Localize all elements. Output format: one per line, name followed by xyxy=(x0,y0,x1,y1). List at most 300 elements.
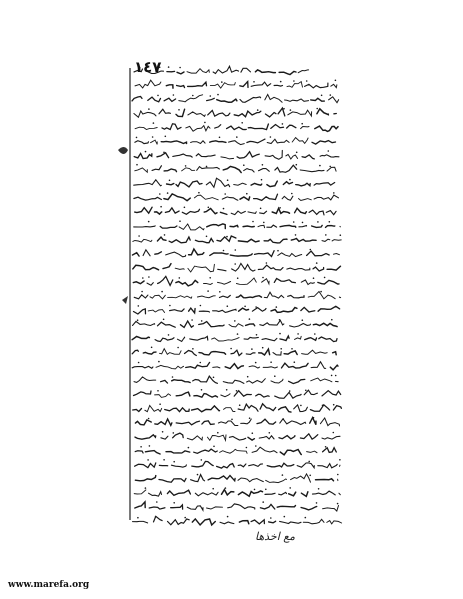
script-word xyxy=(238,464,246,467)
script-word xyxy=(279,492,287,495)
script-word xyxy=(187,506,203,510)
script-word xyxy=(135,435,156,439)
script-word xyxy=(212,338,240,341)
script-word xyxy=(224,408,236,412)
script-word xyxy=(241,68,251,72)
script-word xyxy=(322,239,330,241)
diacritic-dot xyxy=(333,432,335,434)
script-word xyxy=(327,266,340,270)
script-word xyxy=(236,295,261,298)
diacritic-dot xyxy=(148,276,150,278)
diacritic-dot xyxy=(212,488,214,490)
script-word xyxy=(155,419,172,425)
script-word xyxy=(323,448,337,453)
script-word xyxy=(287,268,310,270)
script-word xyxy=(135,463,156,468)
diacritic-dot xyxy=(331,375,333,377)
diacritic-dot xyxy=(296,152,298,154)
diacritic-dot xyxy=(302,222,304,224)
script-word xyxy=(195,239,213,243)
script-word xyxy=(244,337,258,339)
script-word xyxy=(277,506,295,508)
diacritic-dot xyxy=(169,305,171,307)
script-word xyxy=(301,280,314,285)
script-word xyxy=(273,352,281,355)
script-word xyxy=(199,352,226,355)
script-word xyxy=(331,84,337,87)
diacritic-dot xyxy=(138,362,140,364)
diacritic-dot xyxy=(237,277,239,279)
diacritic-dot xyxy=(260,208,262,210)
script-word xyxy=(166,85,173,88)
diacritic-dot xyxy=(213,446,215,448)
script-word xyxy=(236,278,256,284)
script-word xyxy=(134,391,152,396)
script-word xyxy=(310,418,316,425)
script-word xyxy=(215,125,221,128)
script-word xyxy=(197,167,220,171)
script-word xyxy=(135,207,152,213)
script-word xyxy=(263,367,277,368)
diacritic-dot xyxy=(266,262,268,264)
script-word xyxy=(258,225,265,227)
diacritic-dot xyxy=(262,501,264,503)
script-word xyxy=(327,167,336,171)
script-word xyxy=(199,311,209,312)
script-word xyxy=(271,308,297,313)
script-word xyxy=(160,226,177,228)
script-word xyxy=(265,95,282,103)
script-word xyxy=(251,520,264,524)
script-word xyxy=(289,379,305,383)
script-word xyxy=(191,475,205,482)
script-word xyxy=(207,435,226,440)
script-word xyxy=(177,72,184,74)
script-word xyxy=(213,66,238,73)
script-word xyxy=(275,165,297,172)
script-word xyxy=(266,479,287,483)
script-word xyxy=(240,197,250,200)
script-word xyxy=(133,239,152,242)
script-word xyxy=(286,154,298,159)
script-word xyxy=(279,436,295,439)
diacritic-dot xyxy=(316,502,318,504)
diacritic-dot xyxy=(223,208,225,210)
script-word xyxy=(186,362,210,368)
diacritic-dot xyxy=(227,516,229,518)
script-word xyxy=(238,239,259,242)
diacritic-dot xyxy=(280,348,282,350)
script-word xyxy=(192,461,213,466)
script-word xyxy=(145,451,160,454)
script-word xyxy=(287,125,296,128)
script-word xyxy=(274,279,295,283)
diacritic-dot xyxy=(317,221,319,223)
script-word xyxy=(260,504,274,509)
script-word xyxy=(265,493,275,494)
diacritic-dot xyxy=(255,306,257,308)
diacritic-dot xyxy=(173,432,175,434)
script-word xyxy=(307,451,317,453)
diacritic-dot xyxy=(192,348,194,350)
script-word xyxy=(135,420,151,425)
diacritic-dot xyxy=(262,277,264,279)
script-word xyxy=(135,502,145,508)
script-word xyxy=(204,283,213,284)
script-word xyxy=(299,199,312,201)
script-word xyxy=(165,408,190,412)
script-word xyxy=(272,208,289,213)
diacritic-dot xyxy=(236,390,238,392)
script-word xyxy=(173,433,184,438)
script-word xyxy=(243,226,254,227)
script-word xyxy=(206,178,229,187)
script-word xyxy=(168,519,190,525)
script-word xyxy=(255,251,275,257)
script-word xyxy=(267,225,277,227)
script-word xyxy=(313,267,324,271)
diacritic-dot xyxy=(157,95,159,97)
diacritic-dot xyxy=(289,390,291,392)
script-word xyxy=(329,97,339,103)
diacritic-dot xyxy=(252,221,254,223)
diacritic-dot xyxy=(148,221,150,223)
script-word xyxy=(238,478,263,482)
script-word xyxy=(280,336,289,340)
script-word xyxy=(247,139,265,143)
diacritic-dot xyxy=(324,277,326,279)
script-word xyxy=(134,197,162,200)
script-word xyxy=(322,436,340,439)
diacritic-dot xyxy=(207,290,209,292)
script-word xyxy=(319,337,337,342)
diacritic-dot xyxy=(163,459,165,461)
script-word xyxy=(134,111,156,117)
script-word xyxy=(300,170,324,172)
script-word xyxy=(163,264,171,269)
script-word xyxy=(187,69,209,73)
script-word xyxy=(220,295,231,297)
diacritic-dot xyxy=(270,517,272,519)
script-word xyxy=(134,295,148,299)
diacritic-dot xyxy=(276,306,278,308)
script-word xyxy=(180,321,193,327)
script-word xyxy=(182,168,195,171)
diacritic-dot xyxy=(227,179,229,181)
script-word xyxy=(218,269,226,271)
catchword: مع اخذها xyxy=(255,530,296,543)
diacritic-dot xyxy=(219,291,221,293)
script-word xyxy=(188,112,205,116)
script-word xyxy=(256,394,270,397)
script-word xyxy=(339,297,340,298)
script-word xyxy=(280,521,301,523)
script-word xyxy=(194,195,218,200)
diacritic-dot xyxy=(329,221,331,223)
script-word xyxy=(133,409,142,412)
diacritic-dot xyxy=(210,95,212,97)
script-word xyxy=(239,308,249,311)
script-word xyxy=(156,365,184,369)
diacritic-dot xyxy=(320,362,322,364)
script-word xyxy=(132,350,138,354)
diacritic-dot xyxy=(226,389,228,391)
script-word xyxy=(248,124,268,130)
script-word xyxy=(259,169,270,172)
script-word xyxy=(160,349,182,355)
script-word xyxy=(262,279,270,284)
script-word xyxy=(192,406,220,412)
script-word xyxy=(274,85,282,86)
diacritic-dot xyxy=(305,390,307,392)
script-word xyxy=(161,436,168,439)
diacritic-dot xyxy=(306,80,308,82)
script-word xyxy=(246,324,255,326)
script-word xyxy=(283,182,292,185)
script-word xyxy=(311,98,325,101)
script-word xyxy=(312,225,323,227)
script-word xyxy=(303,519,324,524)
script-word xyxy=(291,239,316,242)
script-word xyxy=(240,97,261,102)
script-word xyxy=(134,180,162,186)
diacritic-dot xyxy=(269,432,271,434)
script-word xyxy=(251,183,262,185)
script-word xyxy=(330,365,338,370)
script-word xyxy=(157,153,169,158)
diacritic-dot xyxy=(206,166,208,168)
script-word xyxy=(327,521,342,524)
script-word xyxy=(157,237,166,241)
diacritic-dot xyxy=(169,180,171,182)
diacritic-dot xyxy=(152,136,154,138)
diacritic-dot xyxy=(279,207,281,209)
text-lines xyxy=(132,66,342,525)
script-word xyxy=(207,224,226,229)
script-word xyxy=(333,352,337,355)
script-word xyxy=(208,110,230,116)
script-word xyxy=(320,155,339,157)
diacritic-dot xyxy=(247,81,249,83)
diacritic-dot xyxy=(224,193,226,195)
script-word xyxy=(158,322,176,327)
script-word xyxy=(161,141,186,144)
diacritic-dot xyxy=(151,347,153,349)
diacritic-dot xyxy=(296,164,298,166)
diacritic-dot xyxy=(237,333,239,335)
marginal-mark xyxy=(122,296,128,304)
script-word xyxy=(135,451,143,453)
script-word xyxy=(208,476,235,481)
script-word xyxy=(282,363,309,368)
script-word xyxy=(164,98,176,101)
diacritic-dot xyxy=(283,108,285,110)
diacritic-dot xyxy=(219,137,221,139)
script-word xyxy=(316,479,334,481)
script-word xyxy=(318,306,340,311)
script-word xyxy=(252,447,277,453)
diacritic-dot xyxy=(201,389,203,391)
script-word xyxy=(221,157,234,159)
script-word xyxy=(176,181,202,187)
script-word xyxy=(152,166,161,171)
script-word xyxy=(238,404,258,411)
script-word xyxy=(135,80,161,88)
script-word xyxy=(167,490,190,495)
script-word xyxy=(159,478,186,482)
script-word xyxy=(326,211,336,215)
script-word xyxy=(234,111,261,117)
script-word xyxy=(134,377,156,383)
diacritic-dot xyxy=(185,165,187,167)
diacritic-dot xyxy=(223,250,225,252)
script-word xyxy=(280,450,301,455)
diacritic-dot xyxy=(254,489,256,491)
script-word xyxy=(207,507,223,509)
diacritic-dot xyxy=(172,376,174,378)
script-word xyxy=(158,276,173,285)
script-word xyxy=(315,126,338,131)
script-word xyxy=(314,183,335,186)
script-word xyxy=(231,350,242,355)
script-word xyxy=(300,434,317,439)
diacritic-dot xyxy=(328,150,330,152)
diacritic-dot xyxy=(163,319,165,321)
diacritic-dot xyxy=(325,234,327,236)
diacritic-dot xyxy=(173,461,175,463)
diacritic-dot xyxy=(153,122,155,124)
diacritic-dot xyxy=(313,277,315,279)
diacritic-dot xyxy=(325,446,327,448)
script-word xyxy=(248,437,254,440)
script-word xyxy=(150,295,165,299)
diacritic-dot xyxy=(289,179,291,181)
script-word xyxy=(259,436,274,439)
diacritic-dot xyxy=(149,445,151,447)
script-word xyxy=(191,141,206,144)
script-word xyxy=(237,152,259,159)
script-word xyxy=(332,240,341,241)
script-word xyxy=(168,296,192,299)
script-word xyxy=(230,254,252,256)
diacritic-dot xyxy=(148,108,150,110)
script-word xyxy=(275,392,301,398)
script-word xyxy=(227,126,247,130)
script-word xyxy=(297,463,314,468)
script-word xyxy=(302,155,314,159)
diacritic-dot xyxy=(282,474,284,476)
script-word xyxy=(326,226,335,228)
diacritic-dot xyxy=(337,474,339,476)
diacritic-dot xyxy=(239,404,241,406)
diacritic-dot xyxy=(145,487,147,489)
script-word xyxy=(170,309,185,311)
script-word xyxy=(238,491,262,496)
diacritic-dot xyxy=(165,136,167,138)
diacritic-dot xyxy=(234,320,236,322)
script-word xyxy=(179,224,204,230)
script-word xyxy=(231,211,245,215)
folio-number: ١٤٧ xyxy=(134,58,162,76)
diacritic-dot xyxy=(251,348,253,350)
diacritic-dot xyxy=(188,447,190,449)
diacritic-dot xyxy=(277,250,279,252)
script-word xyxy=(258,265,283,270)
script-word xyxy=(176,421,199,425)
diacritic-dot xyxy=(295,234,297,236)
script-word xyxy=(222,197,238,200)
diacritic-dot xyxy=(255,362,257,364)
script-word xyxy=(264,239,287,243)
script-word xyxy=(132,97,142,101)
diacritic-dot xyxy=(230,348,232,350)
diacritic-dot xyxy=(206,236,208,238)
diacritic-dot xyxy=(163,152,165,154)
script-word xyxy=(225,364,243,369)
diacritic-dot xyxy=(236,136,238,138)
script-word xyxy=(151,140,158,144)
script-word xyxy=(271,379,283,383)
diacritic-dot xyxy=(141,291,143,293)
script-word xyxy=(169,237,190,243)
diacritic-dot xyxy=(321,95,323,97)
script-word xyxy=(134,490,146,494)
script-word xyxy=(210,253,228,256)
diacritic-dot xyxy=(246,193,248,195)
script-word xyxy=(166,252,186,257)
script-word xyxy=(290,324,311,328)
diacritic-dot xyxy=(340,234,342,236)
diacritic-dot xyxy=(335,80,337,82)
script-word xyxy=(305,83,328,88)
script-word xyxy=(310,405,329,412)
script-word xyxy=(135,127,157,129)
diacritic-dot xyxy=(270,136,272,138)
diacritic-dot xyxy=(173,502,175,504)
script-word xyxy=(267,139,289,143)
script-word xyxy=(247,379,266,383)
script-word xyxy=(218,421,238,426)
diacritic-dot xyxy=(179,67,181,69)
diacritic-dot xyxy=(198,192,200,194)
diacritic-dot xyxy=(302,319,304,321)
diacritic-dot xyxy=(140,446,142,448)
diacritic-dot xyxy=(333,192,335,194)
script-word xyxy=(311,362,326,369)
script-word xyxy=(165,208,179,213)
diacritic-dot xyxy=(201,320,203,322)
diacritic-dot xyxy=(173,94,175,96)
script-word xyxy=(188,264,215,272)
script-word xyxy=(241,419,252,424)
diacritic-dot xyxy=(231,419,233,421)
script-word xyxy=(222,490,234,495)
script-word xyxy=(267,181,277,187)
script-word xyxy=(161,380,168,383)
diacritic-dot xyxy=(333,404,335,406)
script-word xyxy=(155,212,162,214)
script-word xyxy=(265,113,276,117)
diacritic-dot xyxy=(246,447,248,449)
diacritic-dot xyxy=(280,81,282,83)
diacritic-dot xyxy=(138,305,140,307)
diacritic-dot xyxy=(320,291,322,293)
diacritic-dot xyxy=(217,94,219,96)
script-word xyxy=(179,95,203,102)
script-word xyxy=(202,421,214,425)
diacritic-dot xyxy=(142,277,144,279)
diacritic-dot xyxy=(274,375,276,377)
